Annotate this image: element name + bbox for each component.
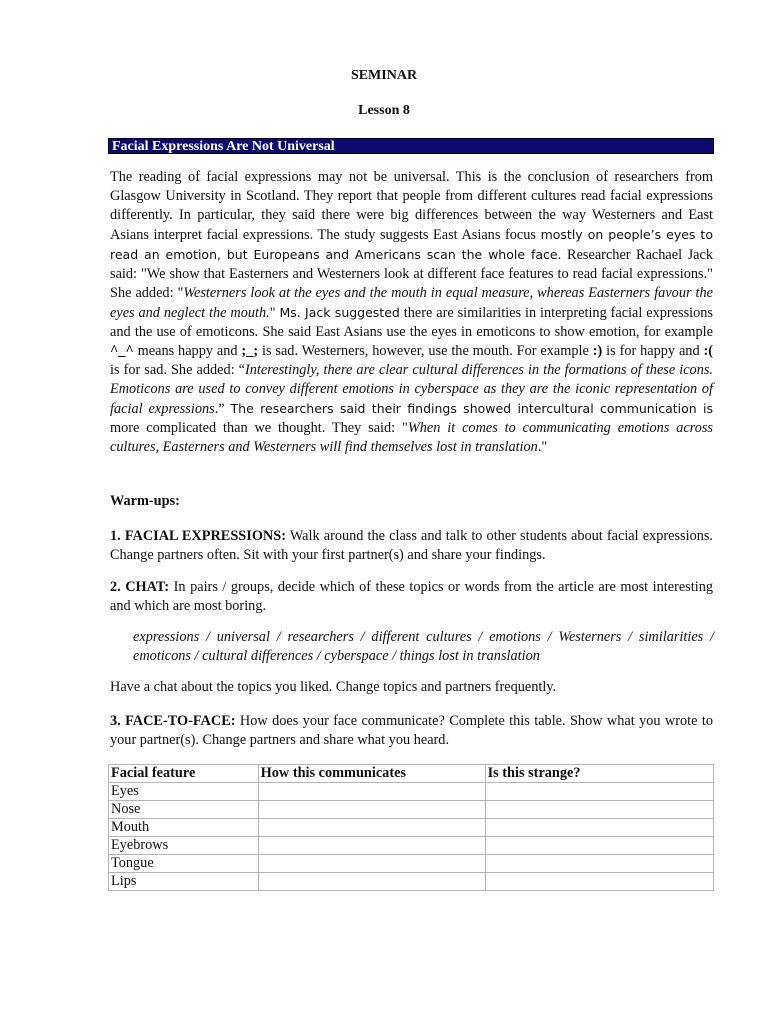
answer-cell[interactable] (258, 855, 485, 873)
article-text: .” (214, 401, 231, 417)
article-text: Ms. Jack suggested (279, 305, 400, 320)
emoticon: ^_^ (110, 343, 134, 359)
activity-label: 3. FACE-TO-FACE: (110, 713, 236, 729)
feature-cell: Eyebrows (109, 837, 259, 855)
activity-face-to-face (110, 712, 713, 750)
quote-text: Interestingly, there are clear cultural differences in the formations of these icons. Emoticons are used to convey different emotions in cyberspace as they are the iconic representation of facial expressions (110, 362, 713, 417)
answer-cell[interactable] (485, 783, 713, 801)
column-header: Is this strange? (485, 765, 713, 783)
activity-chat (110, 578, 713, 616)
article-paragraph (110, 168, 713, 457)
answer-cell[interactable] (485, 801, 713, 819)
article-text: The reading of facial expressions may not be universal. This is the conclusion of researchers from Glasgow University in Scotland. They report that people from different cultures read facial expressions differently. In particular, they said there were big differences between the way Westerners and East Asians interpret facial expressions. The study suggests East Asians focus (110, 169, 713, 243)
answer-cell[interactable] (258, 819, 485, 837)
column-header: How this communicates (258, 765, 485, 783)
table-row (109, 801, 714, 819)
facial-feature-table (108, 764, 714, 891)
activity-text: How does your face communicate? Complete this table. Show what you wrote to your partner(s). Change partners and share what you heard. (110, 713, 713, 748)
topic-list: expressions / universal / researchers / different cultures / emotions / Westerners / similarities / emoticons / cultural differences / cyberspace / things lost in translation (133, 629, 714, 664)
feature-cell: Nose (109, 801, 259, 819)
answer-cell[interactable] (485, 819, 713, 837)
answer-cell[interactable] (485, 873, 713, 891)
activity-text: In pairs / groups, decide which of these topics or words from the article are most interesting and which are most boring. (110, 579, 713, 614)
warmups-heading: Warm-ups: (110, 493, 180, 509)
quote-text: When it comes to communicating emotions across cultures, Easterners and Westerners will find themselves lost in translation (110, 420, 713, 455)
table-row (109, 837, 714, 855)
article-text: means happy and (133, 343, 242, 359)
answer-cell[interactable] (258, 873, 485, 891)
table-row (109, 783, 714, 801)
emoticon: ;_; (241, 343, 259, 359)
chat-instruction: Have a chat about the topics you liked. Change topics and partners frequently. (110, 679, 557, 695)
activity-label: 1. FACIAL EXPRESSIONS: (110, 528, 286, 544)
answer-cell[interactable] (258, 783, 485, 801)
page-title: SEMINAR (350, 68, 418, 83)
article-text: there are similarities in interpreting facial expressions and the use of emoticons. She said East Asians use the eyes in emoticons to show emotion, for example (110, 305, 713, 340)
emoticon: :( (703, 343, 714, 359)
article-text: ." (537, 439, 548, 455)
table-row (109, 855, 714, 873)
table-row (109, 873, 714, 891)
answer-cell[interactable] (258, 837, 485, 855)
article-text: " (269, 305, 280, 321)
emoticon: :) (592, 343, 603, 359)
answer-cell[interactable] (485, 855, 713, 873)
quote-text: Westerners look at the eyes and the mouth in equal measure, whereas Easterners favour the eyes and neglect the mouth. (110, 285, 713, 321)
feature-cell: Tongue (109, 855, 259, 873)
feature-cell: Eyes (109, 783, 259, 801)
activity-label: 2. CHAT: (110, 579, 170, 595)
article-text: is sad. Westerners, however, use the mouth. For example (258, 343, 593, 359)
activity-text: Walk around the class and talk to other students about facial expressions. Change partners often. Sit with your first partner(s) and share your findings. (110, 528, 714, 563)
table-header-row (109, 765, 714, 783)
article-text: is for sad. She added: “ (110, 362, 245, 378)
article-text: mostly on people’s eyes to read an emotion, but Europeans and Americans scan the whole face. (110, 227, 713, 262)
article-text: is for happy and (602, 343, 704, 359)
answer-cell[interactable] (258, 801, 485, 819)
feature-cell: Mouth (109, 819, 259, 837)
article-text: more complicated than we thought. They said: " (110, 420, 408, 436)
section-banner: Facial Expressions Are Not Universal (108, 138, 714, 154)
article-text: The researchers said their findings showed intercultural communication is (230, 401, 713, 416)
article-text: Researcher Rachael Jack said: "We show that Easterners and Westerners look at different face features to read facial expressions." She added: " (110, 247, 713, 301)
table-row (109, 819, 714, 837)
answer-cell[interactable] (485, 837, 713, 855)
lesson-number: Lesson 8 (358, 103, 410, 118)
column-header: Facial feature (109, 765, 259, 783)
feature-cell: Lips (109, 873, 259, 891)
activity-facial-expressions (110, 527, 713, 565)
